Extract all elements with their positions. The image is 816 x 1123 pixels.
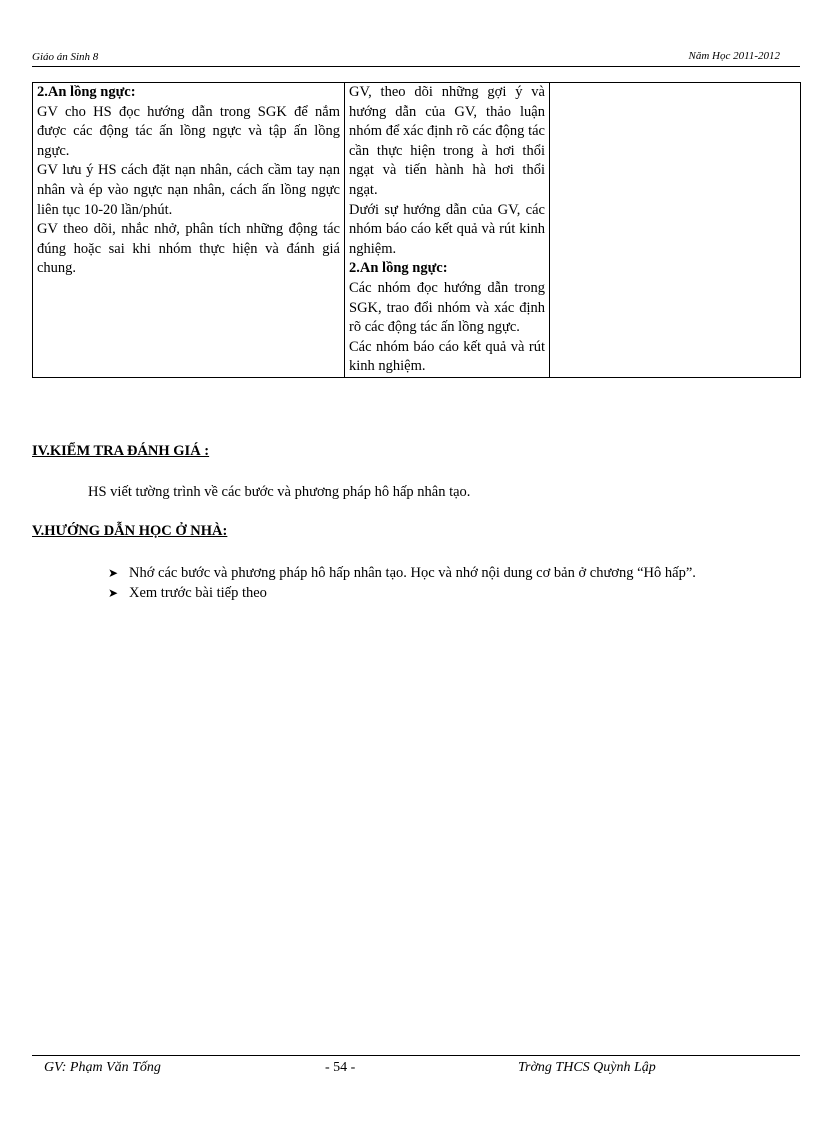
table-row	[33, 83, 801, 378]
header-divider	[32, 66, 800, 67]
list-item-text: Xem trước bài tiếp theo	[129, 584, 267, 601]
header-school-year: Năm Học 2011-2012	[688, 50, 780, 62]
list-item	[108, 584, 798, 604]
teacher-paragraph: GV theo dõi, nhắc nhở, phân tích những động tác đúng hoặc sai khi nhóm thực hiện và đánh giá chung.	[37, 221, 340, 277]
homework-list	[108, 564, 798, 603]
header-subject: Giáo án Sinh 8	[32, 51, 99, 63]
teacher-section-title: 2.An lồng ngực:	[37, 84, 136, 100]
student-paragraph: GV, theo dõi những gợi ý và hướng dẫn của GV, thảo luận nhóm để xác định rõ các động tác cần thực hiện trong à hơi thổi ngạt và tiến hành hà hơi thổi ngạt.	[349, 84, 545, 198]
footer-teacher: GV: Phạm Văn Tống	[44, 1060, 161, 1075]
section-iv-text: HS viết tường trình về các bước và phương pháp hô hấp nhân tạo.	[88, 484, 471, 500]
student-activity-cell	[345, 83, 550, 378]
list-item-text: Nhớ các bước và phương pháp hô hấp nhân tạo. Học và nhớ nội dung cơ bản ở chương “Hô hấp”.	[129, 565, 696, 581]
teacher-paragraph: GV cho HS đọc hướng dẫn trong SGK để nắm được các động tác ấn lồng ngực và tập ấn lồng ngực.	[37, 103, 340, 159]
arrow-bullet-icon: ➤	[108, 566, 119, 580]
student-paragraph: Các nhóm báo cáo kết quả và rút kinh nghiệm.	[349, 338, 545, 375]
footer-page-number: - 54 -	[325, 1060, 356, 1075]
student-paragraph: Dưới sự hướng dẫn của GV, các nhóm báo cáo kết quả và rút kinh nghiệm.	[349, 201, 545, 257]
footer-divider	[32, 1055, 800, 1056]
notes-cell	[550, 83, 801, 378]
section-v-heading: V.HƯỚNG DẪN HỌC Ở NHÀ:	[32, 523, 228, 539]
list-item	[108, 564, 798, 584]
lesson-table	[32, 82, 801, 378]
student-section-title: 2.An lồng ngực:	[349, 260, 448, 277]
teacher-activity-cell	[33, 83, 345, 378]
arrow-bullet-icon: ➤	[108, 585, 119, 600]
teacher-paragraph: GV lưu ý HS cách đặt nạn nhân, cách cầm tay nạn nhân và ép vào ngực nạn nhân, cách ấn lồng ngực liên tục 10-20 lần/phút.	[37, 162, 340, 218]
footer-school: Trờng THCS Quỳnh Lập	[518, 1060, 656, 1075]
section-iv-heading: IV.KIỂM TRA ĐÁNH GIÁ :	[32, 443, 210, 459]
student-paragraph: Các nhóm đọc hướng dẫn trong SGK, trao đổi nhóm và xác định rõ các động tác ấn lồng ngực.	[349, 279, 545, 336]
